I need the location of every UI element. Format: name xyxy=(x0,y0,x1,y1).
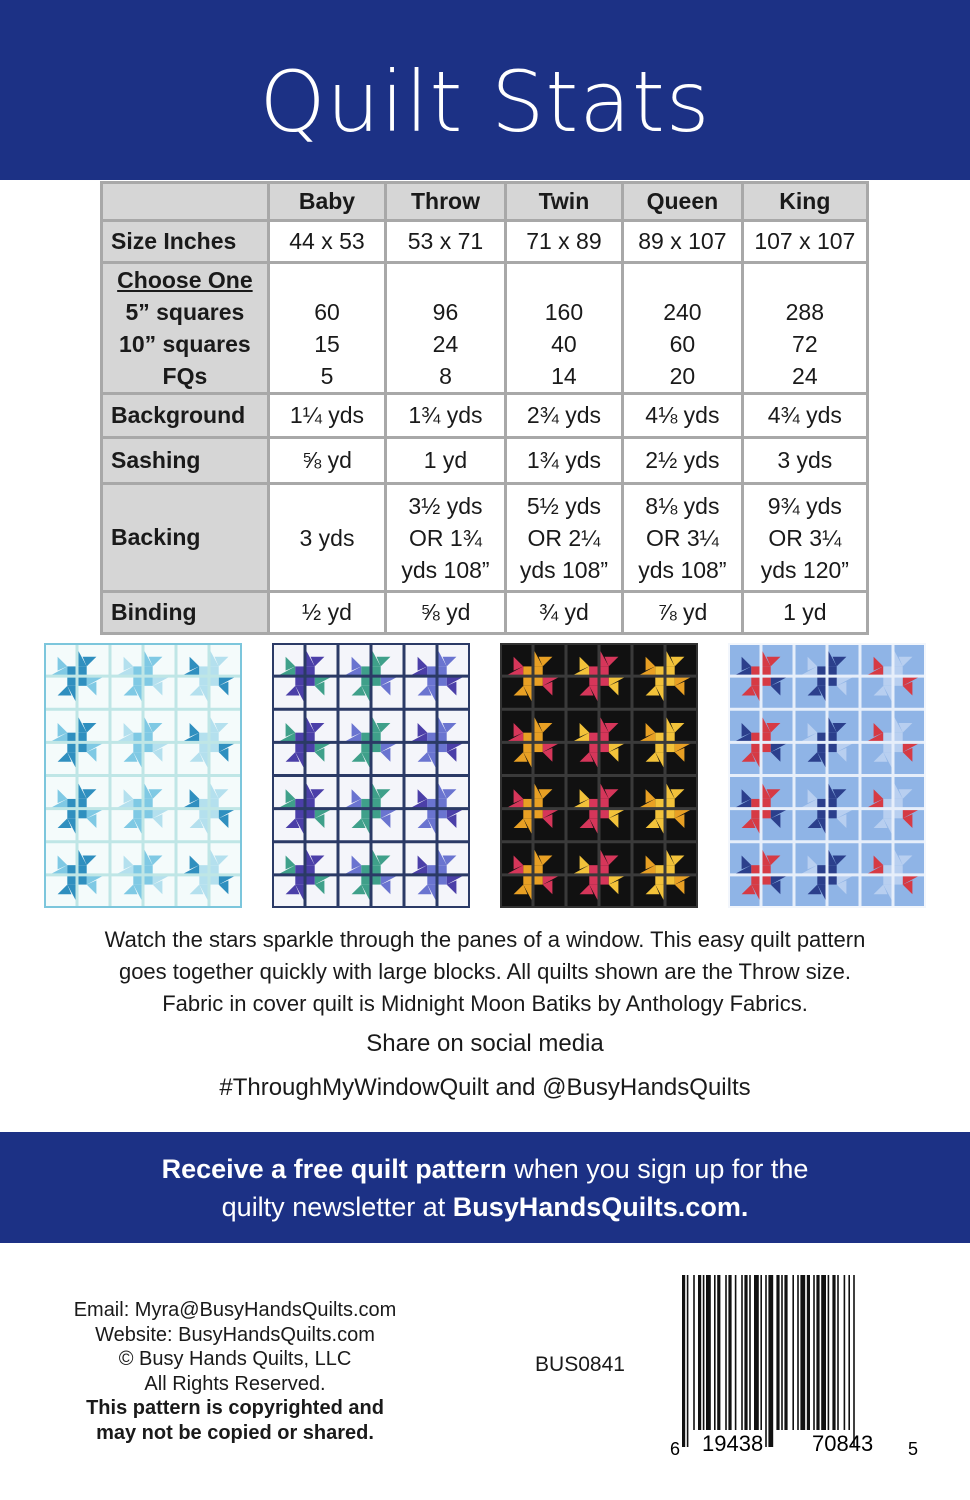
table-row xyxy=(102,592,868,634)
cell-value: 24 xyxy=(792,363,818,389)
barcode-bar xyxy=(797,1275,799,1430)
cell-value: OR 3¼ xyxy=(645,524,719,551)
table-cell xyxy=(268,484,385,592)
copyright-text: © Busy Hands Quilts, LLC xyxy=(118,1348,352,1370)
table-cell: 53 x 71 xyxy=(386,221,506,263)
barcode-bar xyxy=(725,1275,727,1430)
website-link[interactable]: Website: BusyHandsQuilts.com xyxy=(95,1323,375,1346)
table-cell xyxy=(623,263,743,394)
table-cell: ⅝ yd xyxy=(268,438,385,484)
row-label-group xyxy=(102,263,269,394)
barcode-bar xyxy=(813,1275,815,1430)
promo-text: when you sign up for the xyxy=(506,1154,809,1184)
table-cell: 1¾ yds xyxy=(386,394,506,438)
table-row xyxy=(102,438,868,484)
share-text: Share on social media xyxy=(366,1030,604,1057)
quilt-image xyxy=(500,643,698,908)
table-cell xyxy=(268,263,385,394)
column-header: Twin xyxy=(505,183,622,221)
contact-info xyxy=(30,1298,440,1445)
description-line: Fabric in cover quilt is Midnight Moon Batiks by Anthology Fabrics. xyxy=(162,991,808,1016)
table-cell: 107 x 107 xyxy=(742,221,867,263)
pattern-description xyxy=(0,924,970,1020)
cell-value: yds 120” xyxy=(760,556,849,583)
cell-value: 240 xyxy=(663,299,702,325)
table-corner-cell xyxy=(102,183,269,221)
cell-value: OR 3¼ xyxy=(768,524,842,551)
table-cell: ⅝ yd xyxy=(386,592,506,634)
row-label: Background xyxy=(102,394,269,438)
barcode-digits: 70843 xyxy=(812,1431,874,1456)
table-cell: 4¾ yds xyxy=(742,394,867,438)
barcode-bar xyxy=(749,1275,751,1430)
barcode-bar xyxy=(703,1275,705,1430)
cell-value: 8 xyxy=(439,363,452,389)
table-cell xyxy=(505,484,622,592)
promo-text: quilty newsletter at xyxy=(221,1192,453,1222)
column-header: Queen xyxy=(623,183,743,221)
website-link[interactable]: BusyHandsQuilts.com. xyxy=(452,1192,749,1222)
barcode-bar xyxy=(781,1275,783,1430)
table-cell xyxy=(742,263,867,394)
barcode-bar xyxy=(760,1275,762,1430)
barcode-bar xyxy=(816,1275,819,1430)
barcode-bar xyxy=(687,1275,689,1447)
table-row xyxy=(102,394,868,438)
barcode-bar xyxy=(844,1275,846,1430)
barcode-bar xyxy=(807,1275,810,1430)
promo-bold: Receive a free quilt pattern xyxy=(161,1154,507,1184)
table-cell: 1¼ yds xyxy=(268,394,385,438)
barcode-bar xyxy=(765,1275,767,1447)
table-cell: 1¾ yds xyxy=(505,438,622,484)
cell-value: 60 xyxy=(669,331,696,357)
barcode-bar xyxy=(744,1275,747,1430)
row-label: 10” squares xyxy=(119,331,251,357)
cell-value: OR 2¼ xyxy=(527,524,601,551)
column-header: King xyxy=(742,183,867,221)
table-cell: ⅞ yd xyxy=(623,592,743,634)
barcode-bar xyxy=(828,1275,830,1430)
cell-value: 5½ yds xyxy=(526,492,601,519)
cell-value: 9¾ yds xyxy=(767,492,842,519)
cell-value: 40 xyxy=(551,331,577,357)
description-line: Watch the stars sparkle through the panes of a window. This easy quilt pattern xyxy=(104,927,866,952)
table-cell: 71 x 89 xyxy=(505,221,622,263)
row-label: Binding xyxy=(102,592,269,634)
cell-value: yds 108” xyxy=(519,556,609,583)
barcode-bars xyxy=(682,1275,855,1447)
barcode-digit: 6 xyxy=(670,1439,681,1459)
cell-value: yds 108” xyxy=(401,556,490,583)
barcode-bar xyxy=(776,1275,779,1430)
copyright-notice: This pattern is copyrighted and xyxy=(86,1397,384,1419)
barcode-bar xyxy=(784,1275,787,1430)
cell-value: 15 xyxy=(314,331,340,357)
barcode-bar xyxy=(768,1275,773,1447)
barcode-bar xyxy=(741,1275,743,1430)
quilt-image xyxy=(728,643,926,908)
email-link[interactable]: Email: Myra@BusyHandsQuilts.com xyxy=(73,1299,397,1321)
table-cell xyxy=(386,263,506,394)
quilt-image xyxy=(44,643,242,908)
choose-one-heading: Choose One xyxy=(117,267,253,293)
barcode-bar xyxy=(714,1275,716,1430)
cell-value: 96 xyxy=(432,299,459,325)
table-cell: 4⅛ yds xyxy=(623,394,743,438)
table-cell: ¾ yd xyxy=(505,592,622,634)
column-header: Baby xyxy=(268,183,385,221)
barcode-digits: 19438 xyxy=(702,1431,764,1456)
table-cell: ½ yd xyxy=(268,592,385,634)
cell-value: 3½ yds xyxy=(408,492,483,519)
cell-value: 60 xyxy=(314,299,340,325)
table-cell xyxy=(623,484,743,592)
description-line: goes together quickly with large blocks. All quilts shown are the Throw size. xyxy=(118,959,852,984)
hashtag-text: #ThroughMyWindowQuilt and @BusyHandsQuilts xyxy=(219,1074,751,1101)
barcode-bar xyxy=(848,1275,850,1430)
table-cell xyxy=(386,484,506,592)
cell-value: 20 xyxy=(669,363,696,389)
sku-code: BUS0841 xyxy=(535,1353,625,1376)
table-header-row xyxy=(102,183,868,221)
row-label: 5” squares xyxy=(125,299,245,325)
barcode-bar xyxy=(706,1275,711,1430)
barcode-bar xyxy=(837,1275,839,1430)
barcode-bar xyxy=(832,1275,835,1430)
barcode-bar xyxy=(754,1275,759,1430)
newsletter-promo xyxy=(0,1150,970,1226)
table-cell xyxy=(505,263,622,394)
column-header: Throw xyxy=(386,183,506,221)
cell-value: 72 xyxy=(792,331,818,357)
quilt-stats-table xyxy=(100,181,869,635)
cell-value: 8⅛ yds xyxy=(645,492,720,519)
row-label: Backing xyxy=(102,484,269,592)
row-label: Size Inches xyxy=(102,221,269,263)
copyright-notice: may not be copied or shared. xyxy=(96,1421,374,1444)
barcode-bar xyxy=(693,1275,695,1430)
row-label: Sashing xyxy=(102,438,269,484)
table-cell: 2¾ yds xyxy=(505,394,622,438)
barcode-bar xyxy=(698,1275,701,1430)
barcode-bar xyxy=(682,1275,685,1447)
cell-value: 160 xyxy=(544,299,584,325)
cell-value: 24 xyxy=(432,331,459,357)
cell-value: 5 xyxy=(320,363,334,389)
table-cell: 1 yd xyxy=(742,592,867,634)
table-row xyxy=(102,263,868,394)
rights-text: All Rights Reserved. xyxy=(144,1372,326,1395)
table-cell: 1 yd xyxy=(386,438,506,484)
barcode-bar xyxy=(800,1275,805,1430)
table-row xyxy=(102,221,868,263)
cell-value: 288 xyxy=(785,299,825,325)
cell-value: yds 108” xyxy=(638,556,727,583)
barcode-bar xyxy=(717,1275,720,1430)
table-cell: 89 x 107 xyxy=(623,221,743,263)
table-row xyxy=(102,484,868,592)
quilt-image xyxy=(272,643,470,908)
table-cell: 44 x 53 xyxy=(268,221,385,263)
barcode-bar xyxy=(792,1275,794,1430)
cell-value: OR 1¾ xyxy=(409,524,482,551)
cell-value: 3 yds xyxy=(299,524,355,551)
barcode-digit: 5 xyxy=(908,1439,919,1459)
barcode xyxy=(662,1275,922,1465)
barcode-bar xyxy=(853,1275,855,1447)
barcode-bar xyxy=(821,1275,826,1430)
quilt-gallery xyxy=(44,643,926,908)
table-cell xyxy=(742,484,867,592)
row-label: FQs xyxy=(162,363,208,389)
page-title: Quilt Stats xyxy=(259,53,711,151)
table-cell: 3 yds xyxy=(742,438,867,484)
table-cell: 2½ yds xyxy=(623,438,743,484)
barcode-bar xyxy=(735,1275,737,1430)
barcode-bar xyxy=(728,1275,731,1430)
cell-value: 14 xyxy=(551,363,577,389)
